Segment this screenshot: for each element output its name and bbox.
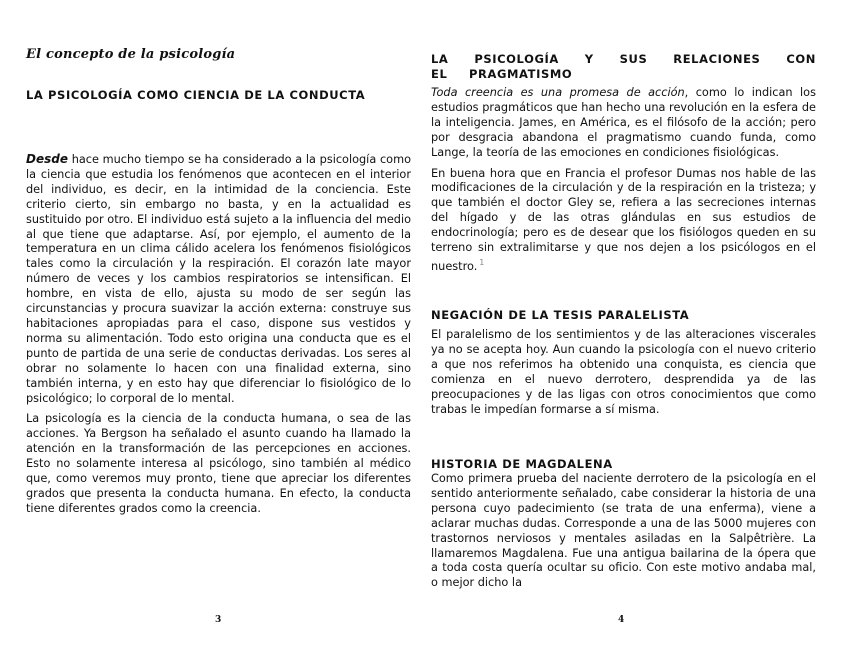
section-pragmatismo	[431, 52, 816, 281]
book-title: El concepto de la psicología	[26, 47, 236, 62]
paragraph-text: , como lo indican los estudios pragmáticos que han hecho una revolución en la esfera de la inteligencia. James, en América, es el filósofo de la acción; pero por desgracia abandona el pragmatismo cuando funda, como Lange, la teoría de las emociones en condiciones fisiológicas.	[431, 86, 816, 159]
paragraph-clip	[431, 472, 816, 608]
section-tesis-paralelista	[431, 308, 816, 423]
footnote-mark[interactable]: 1	[479, 257, 485, 267]
lead-word: Desde	[26, 152, 68, 166]
section-heading: NEGACIÓN DE LA TESIS PARALELISTA	[431, 308, 690, 322]
page-number: 3	[215, 615, 222, 625]
paragraph-text: En buena hora que en Francia el profesor Dumas nos hable de las modificaciones de la circulación y de la respiración en la tristeza; y que también el doctor Gley se, refiera a las secreciones internas del hígado y de las otras glándulas en sus estudios de endocrinología; pero es de desear que los fisiólogos queden en su terreno sin extralimitarse y que nos dejen a los psicólogos en el nuestro.	[431, 166, 816, 273]
paragraph	[26, 152, 411, 406]
paragraph: Como primera prueba del naciente derrotero de la psicología en el sentido anteriormente señalado, cabe considerar la historia de una persona cuyo padecimiento (se trata de una enferma), viene a aclarar muchas dudas. Corresponde a una de las 5000 mujeres con trastornos nerviosos y mentales asiladas en la Salpêtrière. La llamaremos Magdalena. Fue una antigua bailarina de la ópera que a toda costa quería ocultar su oficio. Con este motivo andaba mal, o mejor dicho la	[431, 472, 816, 590]
italic-phrase: Toda creencia es una promesa de acción	[431, 86, 685, 99]
paragraph	[431, 167, 816, 275]
left-body	[26, 152, 411, 523]
paragraph-text: hace mucho tiempo se ha considerado a la psicología como la ciencia que estudia los fenómenos que acontecen en el interior del individuo, es decir, en la intimidad de la conciencia. Este criterio cierto, sin embargo no basta, y en la actualidad es sustituido por otro. El individuo está sujeto a la influencia del medio al que tiene que adaptarse. Así, por ejemplo, el aumento de la temperatura en un clima cálido acelera los fenómenos fisiológicos tales como la circulación y la respiración. El corazón late mayor número de veces y los cambios respiratorios se intensifican. El hombre, en vista de ello, ajusta su modo de ser según las circunstancias y procura suavizar la acción externa: construye sus habitaciones apropiadas para el caso, dispone sus vestidos y norma su alimentación. Todo esto origina una conducta que es el punto de partida de una serie de conductas derivadas. Los seres al obrar no solamente lo hacen con una finalidad externa, sino también interna, y en esto hay que diferenciar lo fisiológico de lo psicológico; lo corporal de lo mental.	[26, 153, 411, 405]
paragraph: La psicología es la ciencia de la conducta humana, o sea de las acciones. Ya Bergson ha señalado el asunto cuando ha llamado la atención en la transformación de las percepciones en acciones. Esto no solamente interesa al psicólogo, sino también al médico que, como veremos muy pronto, tiene que apreciar los diferentes grados que presenta la conducta humana. En efecto, la conducta tiene diferentes grados como la creencia.	[26, 412, 411, 515]
page-number: 4	[618, 615, 625, 625]
paragraph	[431, 86, 816, 161]
right-page	[431, 0, 816, 655]
section-heading: LA PSICOLOGÍA Y SUS RELACIONES CON EL PRAGMATISMO	[431, 52, 816, 81]
section-heading: HISTORIA DE MAGDALENA	[431, 457, 613, 471]
section-magdalena	[431, 457, 816, 608]
left-page	[26, 0, 411, 655]
chapter-heading: LA PSICOLOGÍA COMO CIENCIA DE LA CONDUCTA	[26, 88, 366, 102]
paragraph: El paralelismo de los sentimientos y de las alteraciones viscerales ya no se acepta hoy. Aun cuando la psicología con el nuevo criterio a que nos referimos ha obtenido una conquista, es ciencia que comienza en el nuevo derrotero, desprendida ya de las preocupaciones y de las ligas con otros conocimientos que como trabas le impedían formarse a sí misma.	[431, 328, 816, 416]
